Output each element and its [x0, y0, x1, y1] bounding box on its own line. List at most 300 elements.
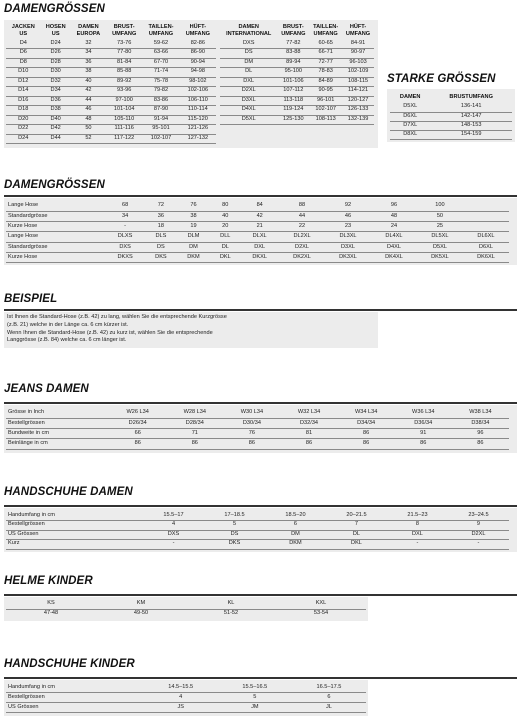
table-row [6, 693, 366, 703]
table-cell: D40 [41, 115, 71, 125]
table-cell: D26/34 [109, 418, 166, 428]
damen-size-panel [4, 20, 378, 148]
table-cell: 48 [71, 115, 106, 125]
table-cell: 78-83 [309, 68, 342, 78]
table-cell: 95-100 [277, 68, 309, 78]
table-cell: 86 [395, 439, 452, 449]
table-cell: W36 L34 [395, 408, 452, 418]
table-cell: 66-71 [309, 49, 342, 59]
table-cell: 117-122 [106, 134, 142, 144]
table-cell: 6 [292, 693, 366, 703]
section-title-starke-groessen: STARKE GRÖSSEN [387, 73, 496, 85]
table-cell: 20–21.5 [326, 511, 387, 521]
table-cell: 66 [109, 429, 166, 439]
table-cell: 105-110 [106, 115, 142, 125]
table-cell: 84-91 [342, 39, 374, 49]
handschuhe-kinder-panel [4, 680, 368, 716]
column-header-line: HOSEN [45, 24, 66, 30]
table-row [6, 115, 216, 125]
table-cell: D7XL [390, 121, 430, 130]
table-cell: 86 [452, 439, 509, 449]
table-cell: 32 [71, 39, 106, 49]
table-row [220, 49, 374, 59]
table-cell: 44 [279, 211, 325, 221]
table-cell: D6 [6, 49, 41, 59]
table-cell: 76 [223, 429, 280, 439]
table-cell: D34 [41, 87, 71, 97]
table-cell: DXL [240, 242, 279, 252]
table-cell: 38 [71, 68, 106, 78]
table-cell: 83-86 [142, 96, 179, 106]
table-cell: 80 [210, 201, 240, 211]
table-cell: 93-96 [106, 87, 142, 97]
table-cell: 108-113 [309, 115, 342, 125]
table-header-row [220, 23, 374, 39]
jeans-table [6, 408, 509, 450]
table-cell: D24 [41, 39, 71, 49]
table-cell: 96-103 [342, 58, 374, 68]
table-row [6, 521, 509, 531]
table-cell: 121-126 [180, 125, 216, 135]
table-cell: 86 [338, 439, 395, 449]
table-row [6, 58, 216, 68]
column-header-line: HÜFT- [349, 24, 367, 30]
table-cell: W26 L34 [109, 408, 166, 418]
table-cell: DK5XL [417, 252, 463, 262]
table-cell: 136-141 [430, 103, 512, 112]
table-row [220, 115, 374, 125]
table-cell: D3XL [220, 96, 277, 106]
table-row [6, 96, 216, 106]
table-cell: 86 [338, 429, 395, 439]
table-cell: D30 [41, 68, 71, 78]
section-title-beispiel: BEISPIEL [4, 293, 58, 305]
table-cell: 51-52 [223, 609, 239, 616]
table-cell: DKS [145, 252, 176, 262]
table-cell: 76 [177, 201, 211, 211]
table-cell: 34 [71, 49, 106, 59]
table-cell: 6 [265, 521, 326, 531]
table-cell: 98-102 [180, 77, 216, 87]
column-header [180, 23, 216, 39]
table-cell: 46 [325, 211, 371, 221]
section-title-helme-kinder: HELME KINDER [4, 575, 93, 587]
table-row [390, 130, 512, 139]
table-cell: D36 [41, 96, 71, 106]
column-header-line: UMFANG [345, 31, 371, 37]
table-cell: DKM [265, 540, 326, 550]
table-cell: - [387, 540, 448, 550]
column-header [71, 23, 106, 39]
table-cell: 83-88 [277, 49, 309, 59]
table-row [6, 87, 216, 97]
table-cell: 95-101 [142, 125, 179, 135]
table-cell: D20 [6, 115, 41, 125]
table-cell: 82-86 [180, 39, 216, 49]
table-cell: 63-66 [142, 49, 179, 59]
table-cell: D38 [41, 106, 71, 116]
column-header-line: DAMEN [238, 24, 259, 30]
table-cell: D28 [41, 58, 71, 68]
table-cell: 67-70 [142, 58, 179, 68]
table-cell: D18 [6, 106, 41, 116]
table-cell: 101-104 [106, 106, 142, 116]
section-divider [4, 309, 517, 311]
table-cell: 96 [371, 201, 417, 211]
table-cell: 106-110 [180, 96, 216, 106]
table-cell: DS [204, 530, 265, 540]
table-cell: 38 [177, 211, 211, 221]
table-cell: W30 L34 [223, 408, 280, 418]
table-row [220, 96, 374, 106]
column-header: KM [96, 600, 186, 609]
table-cell: D26 [41, 49, 71, 59]
row-label: Grösse in Inch [6, 408, 109, 418]
table-cell: 126-133 [342, 106, 374, 116]
table-header-row [6, 600, 366, 609]
table-cell: 71 [166, 429, 223, 439]
column-header-line: DAMEN [78, 24, 99, 30]
table-cell: 142-147 [430, 112, 512, 121]
table-cell: DL [210, 242, 240, 252]
table-cell: - [448, 540, 509, 550]
table-cell: DL4XL [371, 232, 417, 242]
table-cell: 90-97 [342, 49, 374, 59]
table-cell: D44 [41, 134, 71, 144]
table-cell [463, 222, 509, 232]
table-cell: 46 [71, 106, 106, 116]
column-header-line: UMFANG [112, 31, 137, 37]
column-header: DAMEN [399, 94, 421, 101]
table-row [6, 49, 216, 59]
table-cell: DLXL [240, 232, 279, 242]
table-cell: W38 L34 [452, 408, 509, 418]
table-row [6, 222, 509, 232]
table-cell: DL [326, 530, 387, 540]
section-divider [4, 195, 517, 197]
column-header-line: INTERNATIONAL [226, 31, 272, 37]
table-cell: 79-82 [142, 87, 179, 97]
table-cell: 91 [395, 429, 452, 439]
column-header-line: TAILLEN- [313, 24, 339, 30]
table-row [390, 121, 512, 130]
beispiel-line: Langgrösse (z.B. 84) welche ca. 6 cm länger ist. [7, 337, 127, 344]
column-header-line: HÜFT- [189, 24, 207, 30]
table-cell: 110-114 [180, 106, 216, 116]
table-cell: D32 [41, 77, 71, 87]
table-cell: 125-130 [277, 115, 309, 125]
table-cell: 17–18.5 [204, 511, 265, 521]
table-cell: D8XL [390, 130, 430, 139]
table-cell: 107-112 [277, 87, 309, 97]
table-cell: 86 [223, 439, 280, 449]
table-row [6, 609, 366, 618]
table-cell: 89-92 [106, 77, 142, 87]
table-cell: 71-74 [142, 68, 179, 78]
table-header-row [6, 23, 216, 39]
table-row [390, 103, 512, 112]
column-header: BRUSTUMFANG [449, 94, 493, 101]
table-cell: 101-106 [277, 77, 309, 87]
table-cell: DKXS [105, 252, 145, 262]
table-cell: DXS [220, 39, 277, 49]
section-title-damengroessen-top: DAMENGRÖSSEN [4, 3, 105, 15]
table-cell: 22 [279, 222, 325, 232]
table-cell: 120-127 [342, 96, 374, 106]
table-cell: W34 L34 [338, 408, 395, 418]
table-cell: 72 [145, 201, 176, 211]
table-cell: D2XL [279, 242, 325, 252]
table-cell: 81 [280, 429, 337, 439]
handschuhe-damen-table [6, 511, 509, 550]
table-cell: 52 [71, 134, 106, 144]
table-cell: 115-120 [180, 115, 216, 125]
column-header-line: EUROPA [76, 31, 101, 37]
column-header [106, 23, 142, 39]
row-label: Kurz [6, 540, 143, 550]
table-cell: 42 [71, 87, 106, 97]
table-cell: 34 [105, 211, 145, 221]
table-cell: 9 [448, 521, 509, 531]
table-cell: 15.5–17 [143, 511, 204, 521]
table-cell: DK6XL [463, 252, 509, 262]
table-cell: 42 [240, 211, 279, 221]
table-cell: JL [292, 703, 366, 713]
table-row [6, 242, 509, 252]
table-cell: 24 [371, 222, 417, 232]
table-cell: 102-107 [142, 134, 179, 144]
row-label: Standardgrösse [6, 211, 105, 221]
helme-panel [4, 597, 368, 621]
table-cell: DK2XL [279, 252, 325, 262]
table-cell: 119-124 [277, 106, 309, 116]
table-cell: 48 [371, 211, 417, 221]
starke-groessen-panel [387, 89, 515, 142]
column-header: KXL [276, 600, 366, 609]
table-cell: 90-94 [180, 58, 216, 68]
section-title-handschuhe-damen: HANDSCHUHE DAMEN [4, 486, 133, 498]
table-cell: 114-121 [342, 87, 374, 97]
table-cell: JS [144, 703, 218, 713]
table-cell: D2XL [220, 87, 277, 97]
table-row [390, 112, 512, 121]
table-cell: 81-84 [106, 58, 142, 68]
table-cell: 23–24.5 [448, 511, 509, 521]
table-cell: D10 [6, 68, 41, 78]
table-cell: D22 [6, 125, 41, 135]
table-cell: D34/34 [338, 418, 395, 428]
table-cell: DL [220, 68, 277, 78]
table-cell: 15.5–16.5 [218, 683, 292, 693]
column-header [309, 23, 342, 39]
table-row [6, 703, 366, 713]
table-row [6, 201, 509, 211]
table-cell: DM [220, 58, 277, 68]
row-label: US Grössen [6, 703, 144, 713]
column-header-line: US [51, 31, 60, 37]
table-cell: 102-106 [180, 87, 216, 97]
table-row [6, 39, 216, 49]
table-cell: 20 [210, 222, 240, 232]
table-cell: 89-94 [277, 58, 309, 68]
beispiel-line: (z.B. 21) welche in der Länge ca. 6 cm kürzer ist. [7, 321, 129, 328]
table-cell: 92 [325, 201, 371, 211]
column-header [220, 23, 277, 39]
table-cell: 21 [240, 222, 279, 232]
table-cell: 19 [177, 222, 211, 232]
table-cell: 84-89 [309, 77, 342, 87]
table-cell: DK4XL [371, 252, 417, 262]
starke-groessen-table [390, 93, 512, 140]
column-header-line: US [19, 31, 28, 37]
table-row [6, 211, 509, 221]
table-cell: 4 [143, 521, 204, 531]
table-cell: DM [177, 242, 211, 252]
table-row [6, 429, 509, 439]
table-cell: 50 [71, 125, 106, 135]
table-row [220, 68, 374, 78]
table-row [6, 106, 216, 116]
table-cell: D3XL [325, 242, 371, 252]
table-cell: 60-65 [309, 39, 342, 49]
table-row [6, 232, 509, 242]
table-row [6, 77, 216, 87]
table-cell: 7 [326, 521, 387, 531]
handschuhe-damen-panel [4, 508, 517, 552]
table-cell: D12 [6, 77, 41, 87]
table-cell: 113-118 [277, 96, 309, 106]
table-row [220, 39, 374, 49]
table-cell: D42 [41, 125, 71, 135]
table-cell: 148-153 [430, 121, 512, 130]
column-header [277, 23, 309, 39]
table-row [6, 530, 509, 540]
section-title-handschuhe-kinder: HANDSCHUHE KINDER [4, 658, 135, 670]
row-label: Handumfang in cm [6, 683, 144, 693]
column-header-line: UMFANG [185, 31, 210, 37]
table-cell: 23 [325, 222, 371, 232]
jeans-panel [4, 405, 517, 453]
damen-hosen-panel [4, 198, 517, 265]
table-cell: 50 [417, 211, 463, 221]
table-cell: 44 [71, 96, 106, 106]
table-header-row [390, 93, 512, 103]
table-row [6, 439, 509, 449]
table-cell: 102-107 [309, 106, 342, 116]
table-cell: 21.5–23 [387, 511, 448, 521]
table-cell: DKM [177, 252, 211, 262]
column-header [6, 23, 41, 39]
table-cell: D32/34 [280, 418, 337, 428]
column-header [342, 23, 374, 39]
row-label: Bundweite in cm [6, 429, 109, 439]
table-cell: 85-88 [106, 68, 142, 78]
table-row [220, 58, 374, 68]
table-row [6, 252, 509, 262]
table-cell: DL3XL [325, 232, 371, 242]
table-row [6, 683, 366, 693]
table-cell: D38/34 [452, 418, 509, 428]
table-cell: DS [145, 242, 176, 252]
table-cell: DKL [210, 252, 240, 262]
table-cell: 75-78 [142, 77, 179, 87]
table-cell: DXS [105, 242, 145, 252]
section-divider [4, 402, 517, 404]
column-header [142, 23, 179, 39]
row-label: Kurze Hose [6, 222, 105, 232]
table-cell: 96 [452, 429, 509, 439]
helme-table [6, 600, 366, 618]
beispiel-line: Wenn Ihnen die Standard-Hose (z.B. 42) zu kurz ist, wählen Sie die entsprechende [7, 329, 213, 336]
table-cell: D2XL [448, 530, 509, 540]
row-label: Bestellgrössen [6, 693, 144, 703]
table-cell: 86 [166, 439, 223, 449]
table-cell: 97-100 [106, 96, 142, 106]
table-cell: 111-116 [106, 125, 142, 135]
table-cell: D6XL [390, 112, 430, 121]
table-cell: 18.5–20 [265, 511, 326, 521]
table-cell: DLS [145, 232, 176, 242]
table-cell: D36/34 [395, 418, 452, 428]
table-cell: DM [265, 530, 326, 540]
table-cell: D4XL [220, 106, 277, 116]
table-cell: DKL [326, 540, 387, 550]
table-cell: D30/34 [223, 418, 280, 428]
table-cell: 18 [145, 222, 176, 232]
table-cell: 87-90 [142, 106, 179, 116]
beispiel-text [7, 314, 227, 345]
handschuhe-kinder-table [6, 683, 366, 713]
table-cell: 25 [417, 222, 463, 232]
row-label: Bestellgrössen [6, 521, 143, 531]
section-title-jeans-damen: JEANS DAMEN [4, 383, 89, 395]
column-header: KS [6, 600, 96, 609]
damen-hosen-table [6, 201, 509, 263]
table-row [220, 77, 374, 87]
table-cell: D4XL [371, 242, 417, 252]
table-cell: DLM [177, 232, 211, 242]
table-cell: 4 [144, 693, 218, 703]
table-cell: D5XL [220, 115, 277, 125]
table-cell: 90-95 [309, 87, 342, 97]
table-cell [463, 211, 509, 221]
beispiel-line: Ist Ihnen die Standard-Hose (z.B. 42) zu lang, wählen Sie die entsprechende Kurzgrösse [7, 314, 227, 320]
table-cell [463, 201, 509, 211]
table-cell: 8 [387, 521, 448, 531]
row-label: US Grössen [6, 530, 143, 540]
table-cell: W28 L34 [166, 408, 223, 418]
column-header-line: UMFANG [148, 31, 174, 37]
table-cell: D28/34 [166, 418, 223, 428]
table-cell: 36 [145, 211, 176, 221]
table-cell: D6XL [463, 242, 509, 252]
row-label: Bestellgrössen [6, 418, 109, 428]
row-label: Standardgrösse [6, 242, 105, 252]
table-cell: DXS [143, 530, 204, 540]
table-cell: D5XL [417, 242, 463, 252]
table-cell: 77-80 [106, 49, 142, 59]
table-cell: 36 [71, 58, 106, 68]
table-cell: 86 [109, 439, 166, 449]
table-cell: - [143, 540, 204, 550]
table-cell: DLL [210, 232, 240, 242]
table-cell: 94-98 [180, 68, 216, 78]
table-cell: 108-115 [342, 77, 374, 87]
table-cell: D8 [6, 58, 41, 68]
table-cell: DKXL [240, 252, 279, 262]
table-cell: 96-101 [309, 96, 342, 106]
section-divider [4, 505, 517, 507]
